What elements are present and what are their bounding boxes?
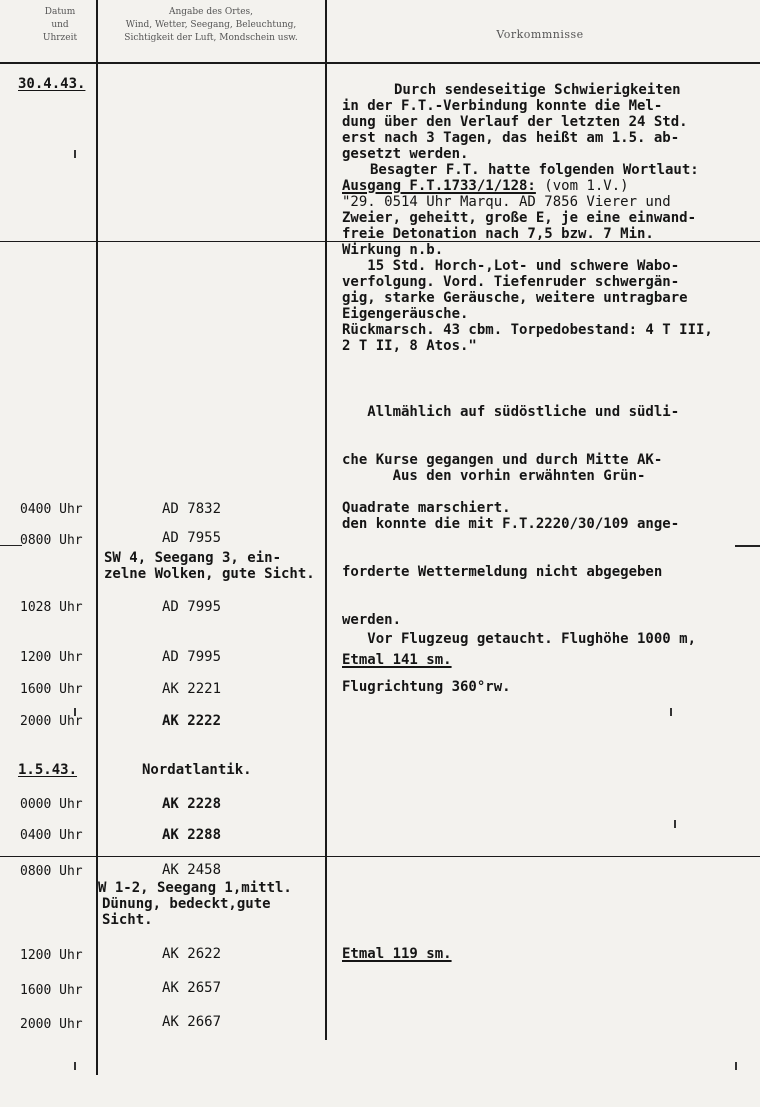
entry-position: AD 7995 [162,599,222,615]
tick-mark [74,150,76,158]
header-rule [0,62,760,64]
entry-time: 1028 Uhr [20,600,83,615]
remark-line: Aus den vorhin erwähnten Grün- [342,468,646,484]
remark-line: che Kurse gegangen und durch Mitte AK- [342,452,663,468]
remark-line: Allmählich auf südöstliche und südli- [342,404,680,420]
remark-line: in der F.T.-Verbindung konnte die Mel- [342,98,663,114]
weather-entry-2 [98,880,292,928]
remark-line: Flugrichtung 360°rw. [342,679,511,695]
remark-line: den konnte die mit F.T.2220/30/109 ange- [342,516,680,532]
remark-line: Eigengeräusche. [342,306,469,322]
remark-line: Quadrate marschiert. [342,500,511,516]
entry-position: AD 7955 [162,530,222,546]
remark-line: Zweier, geheitt, große E, je eine einwand- [342,210,697,226]
margin-mark [0,545,22,546]
section-date: 1.5.43. [18,762,78,778]
remark-line: Besagter F.T. hatte folgenden Wortlaut: [370,162,699,178]
entry-time: 1200 Uhr [20,948,83,963]
weather-entry-1 [104,550,315,582]
remark-paragraph-2 [342,162,713,354]
entry-position: AK 2622 [162,946,222,962]
weather-line: Sicht. [102,912,153,928]
weather-line: zelne Wolken, gute Sicht. [104,566,315,582]
remark-line: Wirkung n.b. [342,242,444,258]
remark-line: erst nach 3 Tagen, das heißt am 1.5. ab- [342,130,680,146]
entry-time: 0000 Uhr [20,797,83,812]
remark-line [342,178,713,194]
remark-line: 15 Std. Horch-,Lot- und schwere Wabo- [342,258,680,274]
section-rule-2 [0,856,760,857]
tick-mark [674,820,676,828]
column-divider-2 [325,0,327,1040]
section-location: Nordatlantik. [142,762,252,778]
remark-line: dung über den Verlauf der letzten 24 Std. [342,114,688,130]
entry-position: AD 7995 [162,649,222,665]
daily-run-1: Etmal 141 sm. [342,652,452,668]
entry-position: AK 2222 [162,713,222,729]
header-remarks-column: Vorkommnisse [496,28,584,41]
entry-position: AK 2667 [162,1014,222,1030]
remark-line: Vor Flugzeug getaucht. Flughöhe 1000 m, [342,631,697,647]
remark-line: werden. [342,612,402,628]
remark-line: gig, starke Geräusche, weitere untragbare [342,290,688,306]
entry-position: AK 2458 [162,862,222,878]
tick-mark [735,1062,737,1070]
radio-message-ref: Ausgang F.T.1733/1/128: [342,178,536,194]
entry-position: AK 2228 [162,796,222,812]
entry-time: 2000 Uhr [20,714,83,729]
header-col1-line: Datum [44,7,76,17]
entry-time: 2000 Uhr [20,1017,83,1032]
header-col1-line: und [51,20,69,30]
margin-mark [735,545,760,547]
weather-line: Dünung, bedeckt,gute [102,896,271,912]
entry-time: 0800 Uhr [20,533,83,548]
daily-run-2: Etmal 119 sm. [342,946,452,962]
tick-mark [74,1062,76,1070]
entry-position: AK 2221 [162,681,222,697]
header-col1-line: Uhrzeit [42,33,78,43]
entry-time: 1200 Uhr [20,650,83,665]
header-col2-line: Angabe des Ortes, [168,7,254,17]
header-col2-line: Sichtigkeit der Luft, Mondschein usw. [124,33,298,43]
remark-line: freie Detonation nach 7,5 bzw. 7 Min. [342,226,654,242]
weather-line: W 1-2, Seegang 1,mittl. [98,880,292,896]
remark-line: Rückmarsch. 43 cbm. Torpedobestand: 4 T III, [342,322,713,338]
entry-time: 1600 Uhr [20,983,83,998]
remark-line: Durch sendeseitige Schwierigkeiten [394,82,681,98]
header-col2-line: Wind, Wetter, Seegang, Beleuchtung, [125,20,297,30]
remark-line: "29. 0514 Uhr Marqu. AD 7856 Vierer und [342,194,671,210]
entry-position: AD 7832 [162,501,222,517]
entry-time: 1600 Uhr [20,682,83,697]
remark-paragraph-1 [342,82,688,162]
remark-line: forderte Wettermeldung nicht abgegeben [342,564,663,580]
entry-position: AK 2288 [162,827,222,843]
remark-line: gesetzt werden. [342,146,469,162]
header-place-column [100,6,322,45]
entry-time: 0400 Uhr [20,828,83,843]
radio-message-date: (vom 1.V.) [535,178,629,194]
header-date-column [30,6,90,45]
remark-line: verfolgung. Vord. Tiefenruder schwergän- [342,274,680,290]
entry-time: 0800 Uhr [20,864,83,879]
section-date: 30.4.43. [18,76,86,92]
entry-position: AK 2657 [162,980,222,996]
remark-line: 2 T II, 8 Atos." [342,338,477,354]
entry-time: 0400 Uhr [20,502,83,517]
weather-line: SW 4, Seegang 3, ein- [104,550,282,566]
